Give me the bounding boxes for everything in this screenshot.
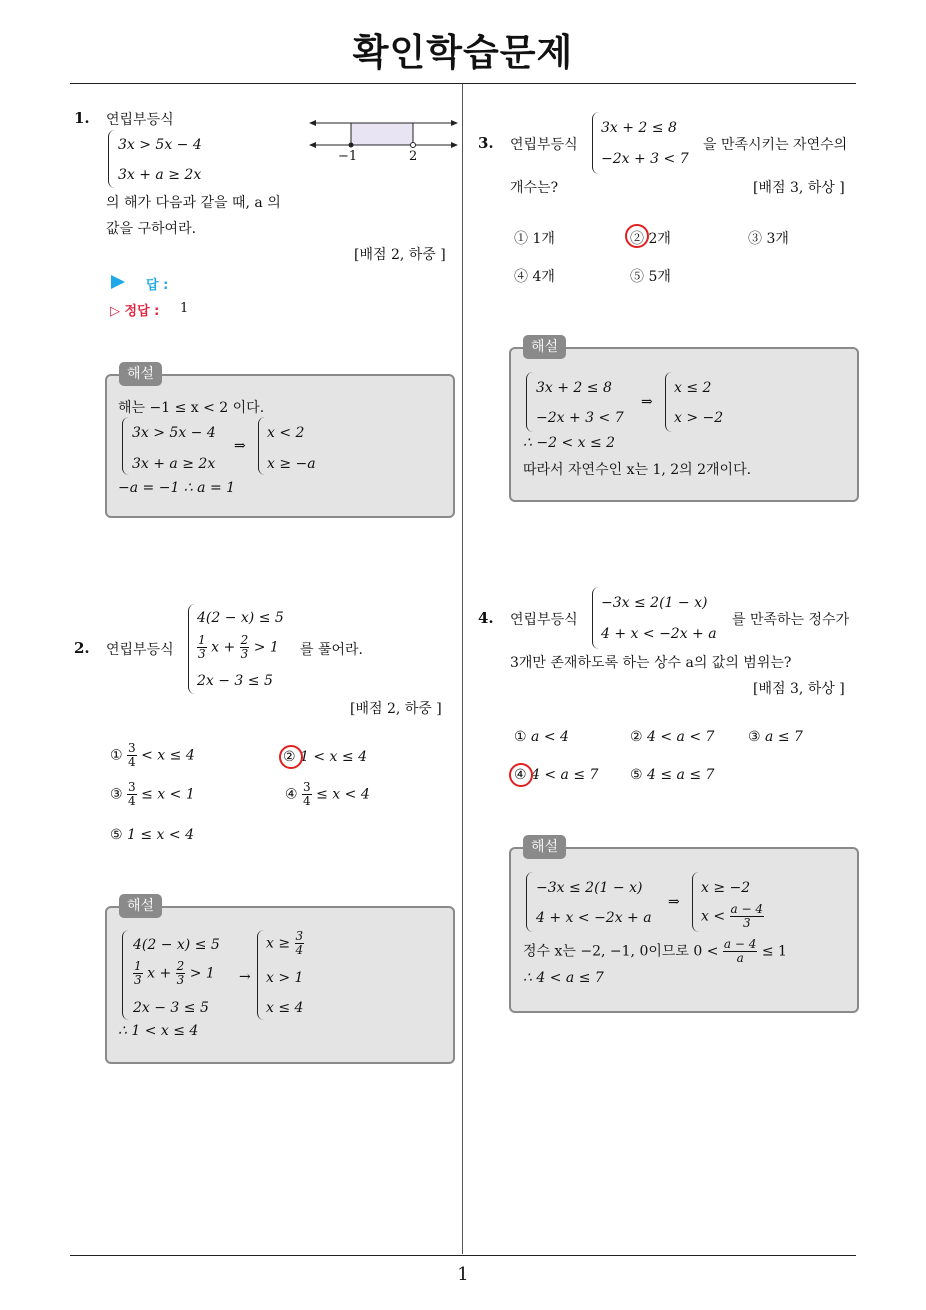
problem-1-text2: 값을 구하여라. [106, 221, 197, 237]
selected-mark-circle [625, 224, 649, 248]
solution-3-right2: x > −2 [674, 410, 724, 426]
problem-2-choice-2[interactable]: ② 1 < x ≤ 4 [283, 749, 367, 765]
problem-3-text2: 개수는? [510, 180, 559, 196]
column-divider [462, 84, 463, 1254]
problem-1-number: 1. [74, 109, 90, 127]
problem-3-brace [592, 112, 599, 174]
problem-2-brace [188, 604, 195, 694]
fraction-one-third: $\frac{1}{3}$ [198, 633, 206, 661]
solution-2-arrow: → [239, 969, 251, 985]
solution-4-line4: ∴ 4 < a ≤ 7 [523, 970, 604, 986]
correct-answer-label: ▷ 정답 : [110, 304, 160, 319]
solution-3-brace-right [665, 372, 672, 432]
problem-3-choice-3[interactable]: ③ 3개 [748, 231, 789, 247]
solution-box-4 [509, 847, 859, 1013]
solution-tag-3: 해설 [523, 335, 566, 359]
problem-2-number: 2. [74, 639, 90, 657]
problem-3-ineq1: 3x + 2 ≤ 8 [601, 120, 677, 136]
solution-4-brace-right [692, 872, 699, 932]
solution-2-brace-left [122, 930, 129, 1020]
problem-4-number: 4. [478, 609, 494, 627]
problem-1-score: [배점 2, 하중 ] [354, 247, 446, 263]
solution-2-right1: x ≥ $\frac{3}{4}$ [266, 929, 304, 957]
solution-1-left2: 3x + a ≥ 2x [132, 456, 216, 472]
solution-1-right1: x < 2 [267, 425, 305, 441]
solution-2-left3: 2x − 3 ≤ 5 [133, 1000, 209, 1016]
solution-2-last: ∴ 1 < x ≤ 4 [118, 1023, 199, 1039]
problem-3-number: 3. [478, 134, 494, 152]
page-number: 1 [457, 1264, 469, 1285]
selected-mark-circle [279, 745, 303, 769]
problem-3-choice-1[interactable]: ① 1개 [514, 231, 555, 247]
problem-2-choice-1[interactable]: ① $\frac{3}{4}$ < x ≤ 4 [110, 741, 195, 769]
solution-3-line4: 따라서 자연수인 x는 1, 2의 2개이다. [523, 462, 752, 478]
problem-4-choice-5[interactable]: ⑤ 4 ≤ a ≤ 7 [630, 767, 715, 783]
solution-1-right2: x ≥ −a [267, 456, 316, 472]
problem-1-text1: 의 해가 다음과 같을 때, a 의 [106, 195, 281, 211]
problem-3-intro: 연립부등식 [510, 137, 578, 153]
play-icon [110, 274, 126, 290]
solution-4-left1: −3x ≤ 2(1 − x) [536, 880, 643, 896]
footer-divider [70, 1255, 856, 1256]
page-title: 확인학습문제 [352, 31, 574, 74]
problem-1-intro: 연립부등식 [106, 112, 174, 128]
solution-4-right2: x < $\frac{a - 4}{3}$ [701, 902, 764, 930]
problem-4-text2: 3개만 존재하도록 하는 상수 a의 값의 범위는? [510, 655, 792, 671]
problem-4-ineq2: 4 + x < −2x + a [601, 626, 717, 642]
problem-2-tail: 를 풀어라. [300, 642, 363, 658]
problem-3-choice-5[interactable]: ⑤ 5개 [630, 269, 671, 285]
problem-4-intro: 연립부등식 [510, 612, 578, 628]
solution-1-last: −a = −1 ∴ a = 1 [118, 480, 236, 496]
solution-4-arrow: ⇒ [668, 894, 680, 910]
problem-2-choice-4[interactable]: ④ $\frac{3}{4}$ ≤ x < 4 [285, 780, 370, 808]
problem-1-ineq2: 3x + a ≥ 2x [118, 167, 202, 183]
answer-label: 답 : [146, 278, 169, 293]
solution-3-brace-left [526, 372, 533, 432]
number-line-diagram [308, 108, 458, 168]
solution-1-brace-right [258, 417, 265, 475]
problem-4-choice-1[interactable]: ① a < 4 [514, 729, 569, 745]
problem-4-ineq1: −3x ≤ 2(1 − x) [601, 595, 708, 611]
solution-3-line3: ∴ −2 < x ≤ 2 [523, 435, 616, 451]
solution-4-brace-left [526, 872, 533, 932]
problem-3-tail: 을 만족시키는 자연수의 [703, 137, 848, 153]
solution-2-left2: $\frac{1}{3}$ x + $\frac{2}{3}$ > 1 [134, 959, 215, 987]
solution-1-arrow: ⇒ [234, 438, 246, 454]
problem-2-ineq1: 4(2 − x) ≤ 5 [197, 610, 284, 626]
solution-4-left2: 4 + x < −2x + a [536, 910, 652, 926]
solution-2-right3: x ≤ 4 [266, 1000, 304, 1016]
problem-1-brace [108, 130, 115, 188]
problem-3-choice-4[interactable]: ④ 4개 [514, 269, 555, 285]
solution-1-left1: 3x > 5x − 4 [132, 425, 216, 441]
solution-3-left2: −2x + 3 < 7 [536, 410, 624, 426]
problem-4-choice-4[interactable]: ④ 4 < a ≤ 7 [514, 767, 599, 783]
solution-1-brace-left [122, 417, 129, 475]
problem-4-choice-3[interactable]: ③ a ≤ 7 [748, 729, 803, 745]
solution-3-arrow: ⇒ [641, 394, 653, 410]
problem-2-intro: 연립부등식 [106, 642, 174, 658]
problem-1-ineq1: 3x > 5x − 4 [118, 137, 202, 153]
header-divider [70, 83, 856, 84]
fraction-two-thirds: $\frac{2}{3}$ [240, 633, 249, 661]
number-line-label-left: −1 [338, 149, 358, 164]
solution-tag-4: 해설 [523, 835, 566, 859]
problem-2-choice-3[interactable]: ③ $\frac{3}{4}$ ≤ x < 1 [110, 780, 195, 808]
selected-mark-circle [509, 763, 533, 787]
solution-tag-2: 해설 [119, 894, 162, 918]
problem-3-choice-2[interactable]: ② 2개 [630, 231, 671, 247]
problem-2-ineq3: 2x − 3 ≤ 5 [197, 673, 273, 689]
number-line-label-right: 2 [409, 149, 418, 164]
solution-4-right1: x ≥ −2 [701, 880, 751, 896]
problem-4-tail: 를 만족하는 정수가 [732, 612, 850, 628]
solution-4-line3: 정수 x는 −2, −1, 0이므로 0 < $\frac{a - 4}{a}$ ≤ 1 [523, 937, 787, 965]
problem-4-score: [배점 3, 하상 ] [753, 681, 845, 697]
solution-tag-1: 해설 [119, 362, 162, 386]
solution-2-left1: 4(2 − x) ≤ 5 [133, 937, 220, 953]
solution-3-right1: x ≤ 2 [674, 380, 712, 396]
problem-2-ineq2: $\frac{1}{3}$ x + $\frac{2}{3}$ > 1 [198, 633, 279, 661]
solution-3-left1: 3x + 2 ≤ 8 [536, 380, 612, 396]
solution-2-brace-right [257, 930, 264, 1020]
problem-2-score: [배점 2, 하중 ] [350, 701, 442, 717]
problem-4-choice-2[interactable]: ② 4 < a < 7 [630, 729, 715, 745]
solution-1-line1: 해는 −1 ≤ x < 2 이다. [118, 400, 265, 416]
solution-box-1 [105, 374, 455, 518]
solution-2-right2: x > 1 [266, 970, 304, 986]
problem-3-ineq2: −2x + 3 < 7 [601, 151, 689, 167]
problem-4-brace [592, 587, 599, 649]
problem-2-choice-5[interactable]: ⑤ 1 ≤ x < 4 [110, 827, 194, 843]
correct-answer-value: 1 [180, 301, 189, 316]
problem-3-score: [배점 3, 하상 ] [753, 180, 845, 196]
